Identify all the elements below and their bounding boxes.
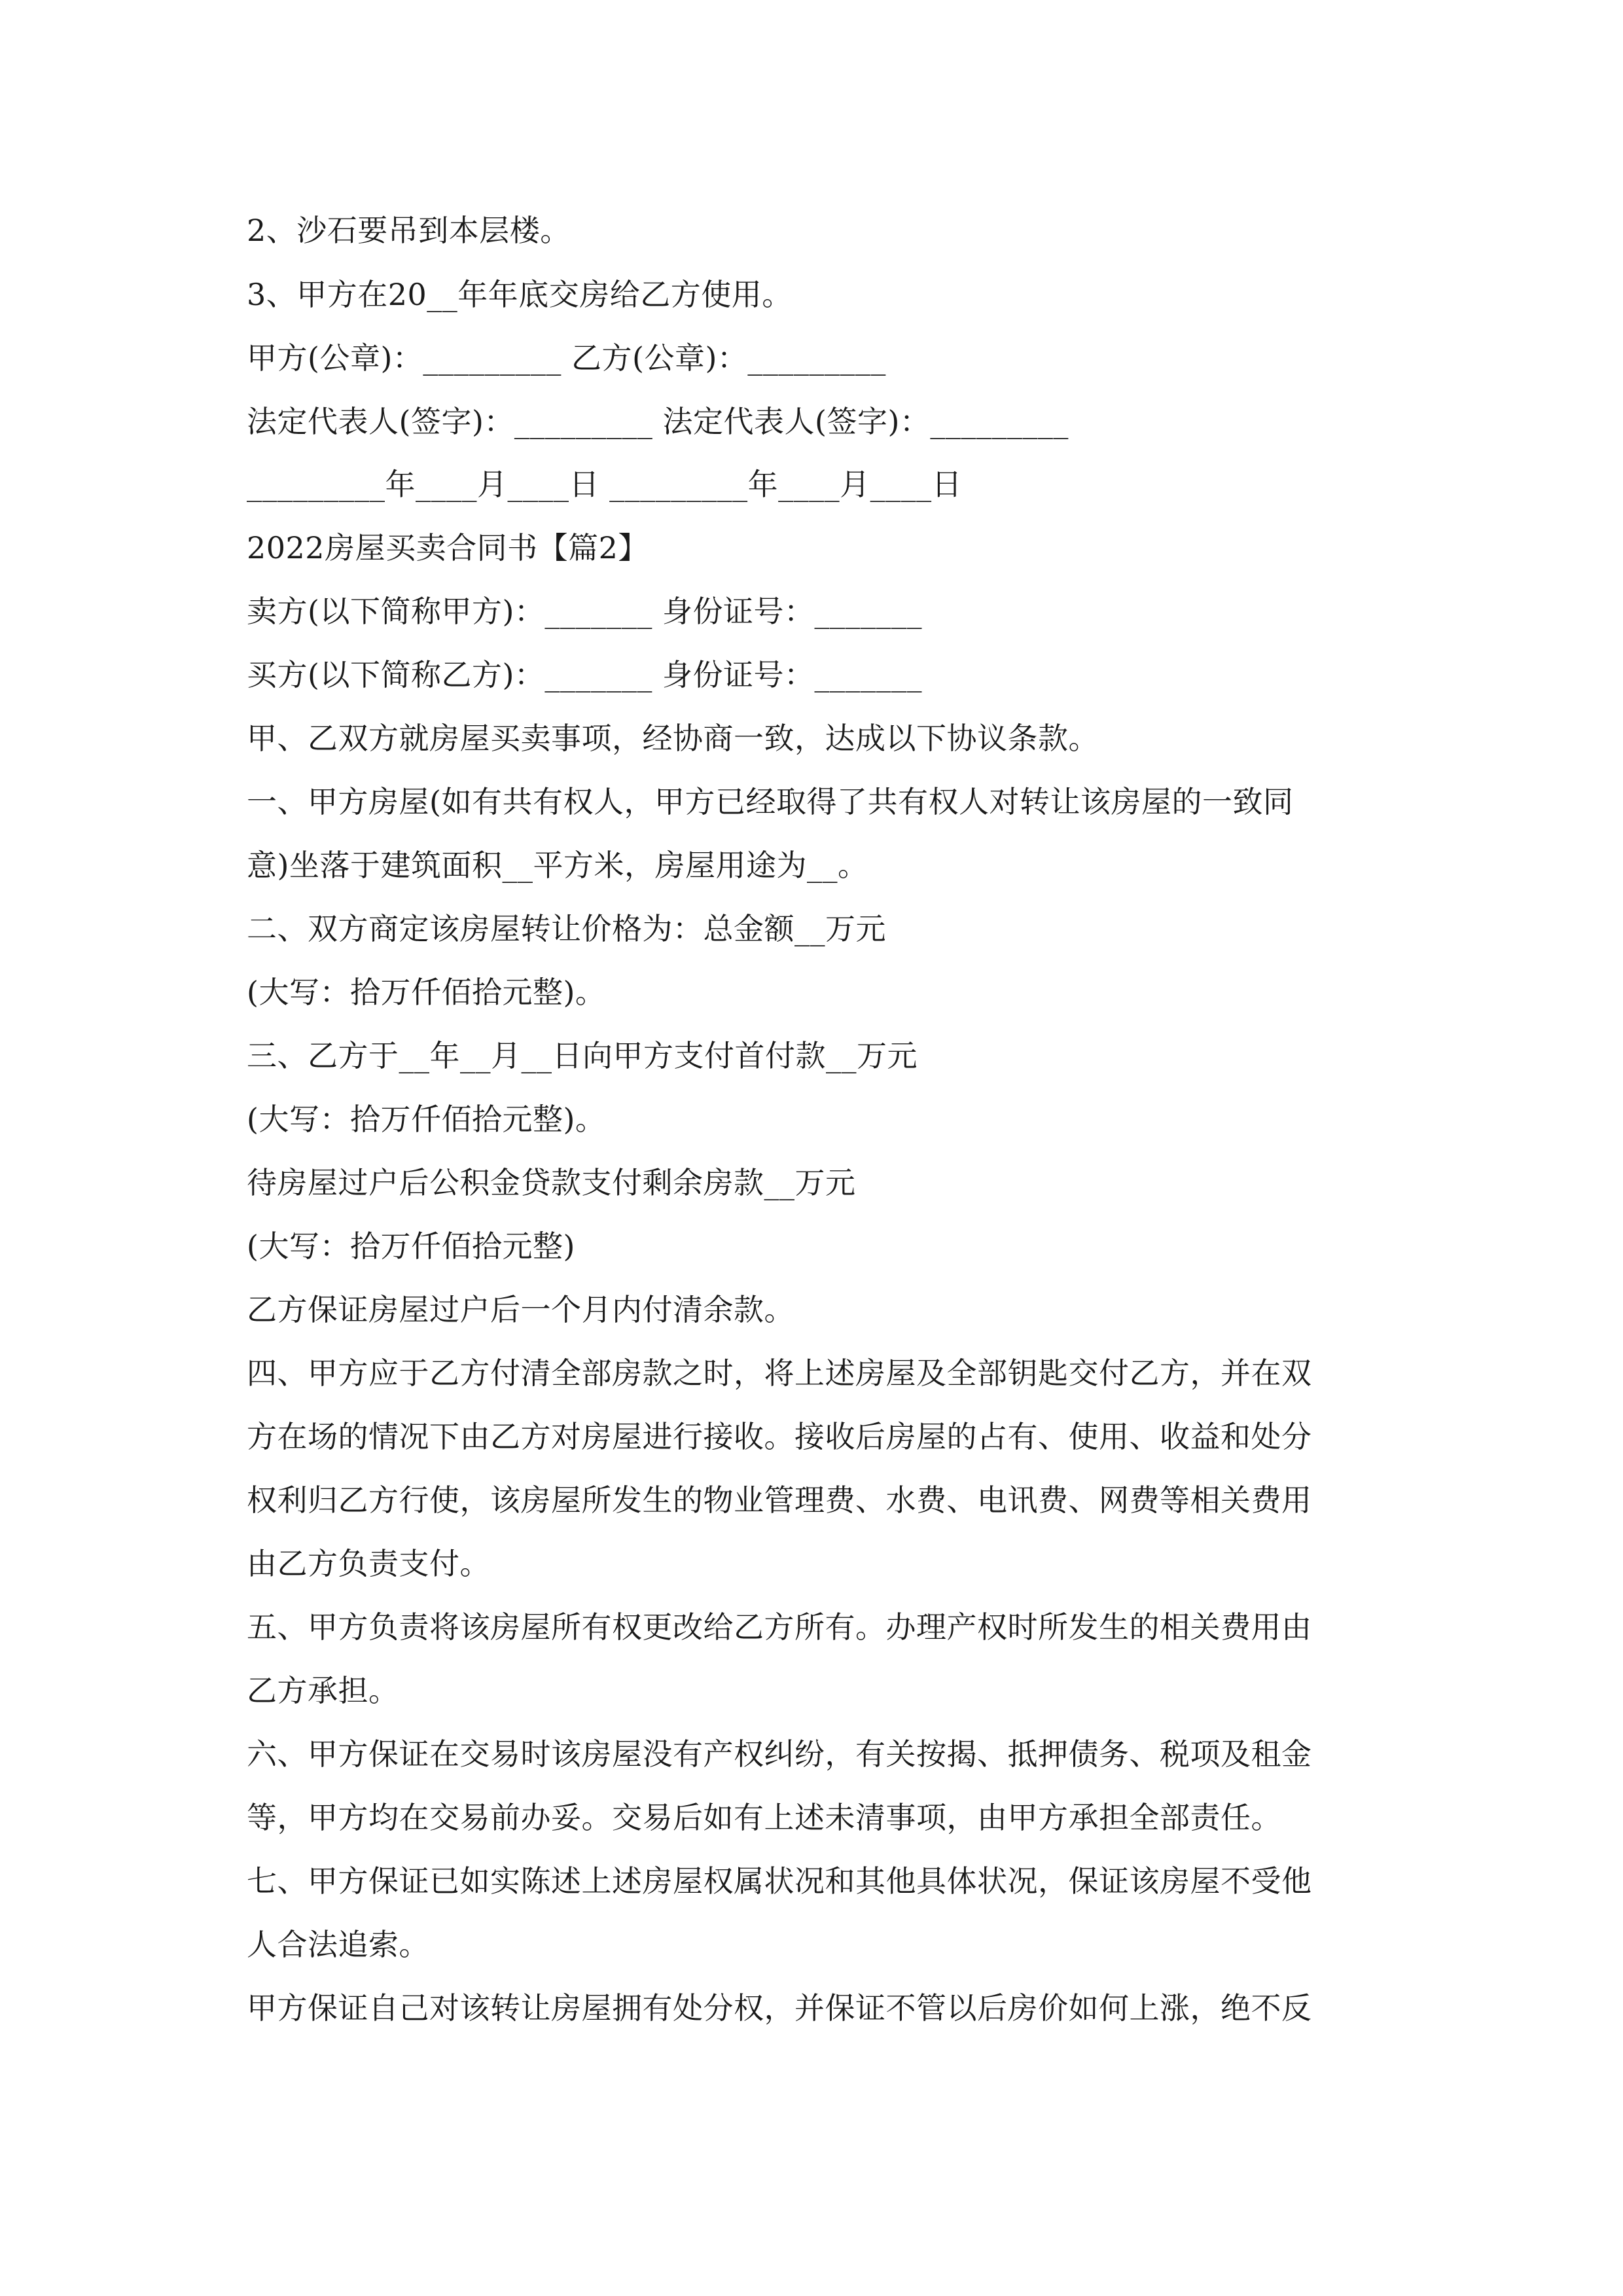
clause-line: 待房屋过户后公积金贷款支付剩余房款__万元: [247, 1165, 856, 1200]
text-line: 2、沙石要吊到本层楼。: [247, 213, 571, 248]
clause-line: 四、甲方应于乙方付清全部房款之时，将上述房屋及全部钥匙交付乙方，并在双: [247, 1355, 1312, 1391]
seller-line: 卖方(以下简称甲方)：_______ 身份证号：_______: [247, 594, 923, 629]
clause-line: 方在场的情况下由乙方对房屋进行接收。接收后房屋的占有、使用、收益和处分: [247, 1419, 1312, 1454]
clause-line: 乙方承担。: [247, 1673, 399, 1708]
text-line: 3、甲方在20__年年底交房给乙方使用。: [247, 277, 793, 312]
clause-line: 乙方保证房屋过户后一个月内付清余款。: [247, 1292, 794, 1327]
section-heading: 2022房屋买卖合同书【篇2】: [247, 530, 649, 565]
clause-line: 权利归乙方行使，该房屋所发生的物业管理费、水费、电讯费、网费等相关费用: [247, 1482, 1312, 1518]
signature-line-date: _________年____月____日 _________年____月____日: [247, 467, 963, 502]
clause-line: 一、甲方房屋(如有共有权人，甲方已经取得了共有权人对转让该房屋的一致同: [247, 784, 1294, 819]
clause-line: (大写：拾万仟佰拾元整)。: [247, 975, 606, 1010]
clause-line: 意)坐落于建筑面积__平方米，房屋用途为__。: [247, 848, 868, 883]
clause-line: 六、甲方保证在交易时该房屋没有产权纠纷，有关按揭、抵押债务、税项及租金: [247, 1736, 1312, 1772]
signature-line-seal: 甲方(公章)：_________ 乙方(公章)：_________: [247, 340, 886, 376]
clause-line: 等，甲方均在交易前办妥。交易后如有上述未清事项，由甲方承担全部责任。: [247, 1800, 1281, 1835]
clause-line: 人合法追索。: [247, 1927, 429, 1962]
clause-line: 由乙方负责支付。: [247, 1546, 490, 1581]
signature-line-representative: 法定代表人(签字)：_________ 法定代表人(签字)：_________: [247, 404, 1069, 439]
clause-line: 五、甲方负责将该房屋所有权更改给乙方所有。办理产权时所发生的相关费用由: [247, 1609, 1312, 1645]
buyer-line: 买方(以下简称乙方)：_______ 身份证号：_______: [247, 657, 923, 692]
clause-line: 甲方保证自己对该转让房屋拥有处分权，并保证不管以后房价如何上涨，绝不反: [247, 1990, 1312, 2026]
clause-line: 三、乙方于__年__月__日向甲方支付首付款__万元: [247, 1038, 918, 1073]
text-line: 甲、乙双方就房屋买卖事项，经协商一致，达成以下协议条款。: [247, 721, 1099, 756]
clause-line: (大写：拾万仟佰拾元整): [247, 1229, 575, 1264]
clause-line: 七、甲方保证已如实陈述上述房屋权属状况和其他具体状况，保证该房屋不受他: [247, 1863, 1312, 1899]
clause-line: 二、双方商定该房屋转让价格为：总金额__万元: [247, 911, 886, 946]
clause-line: (大写：拾万仟佰拾元整)。: [247, 1102, 606, 1137]
